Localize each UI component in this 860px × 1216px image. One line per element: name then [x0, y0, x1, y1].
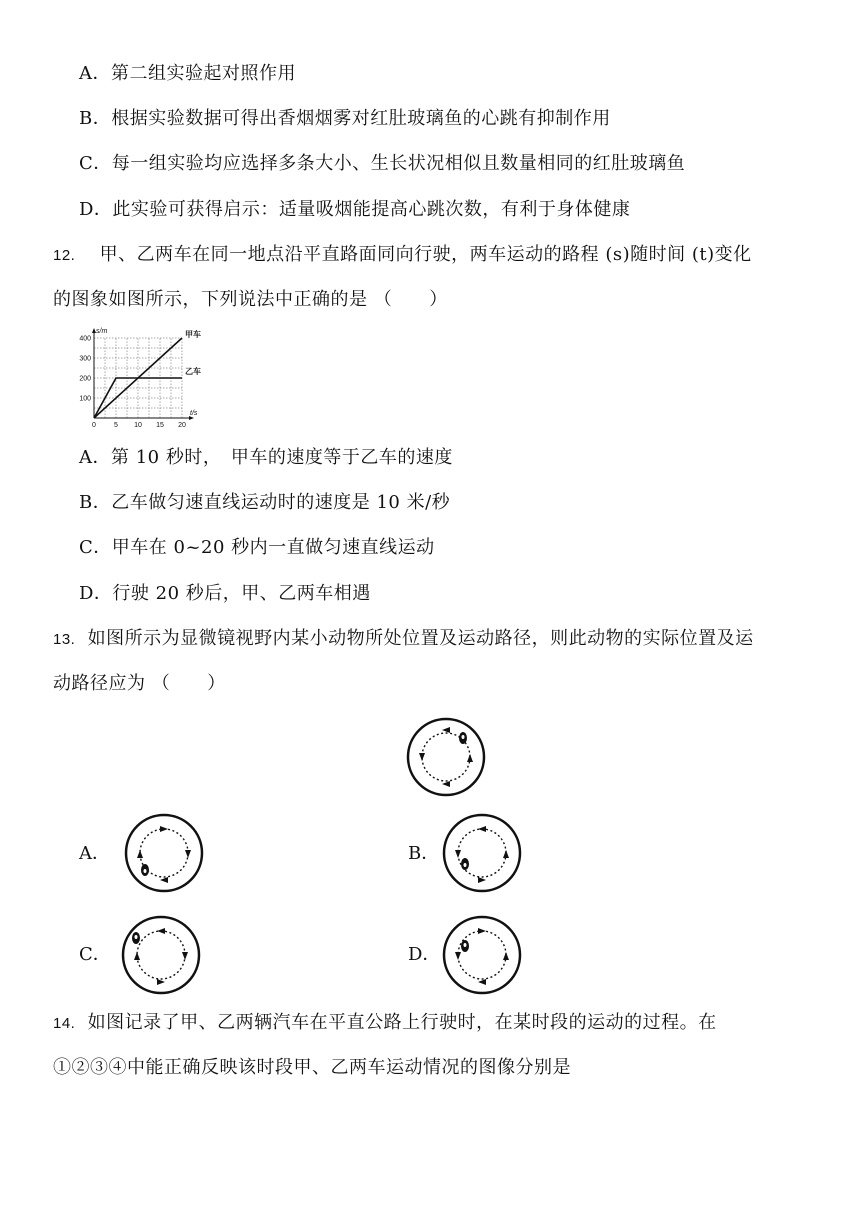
q14-stem-line2: ①②③④中能正确反映该时段甲、乙两车运动情况的图像分别是 [53, 1057, 571, 1078]
q12-number: 12. [53, 247, 76, 264]
q13-stem-text1: 如图所示为显微镜视野内某小动物所处位置及运动路径，则此动物的实际位置及运 [87, 628, 754, 649]
q13-stem-line2: 动路径应为 （ ） [53, 673, 226, 694]
x-tick-label: 5 [114, 422, 118, 429]
microscope-view-reference [405, 716, 487, 798]
y-tick-label: 100 [79, 395, 91, 403]
series-label-yi: 乙车 [185, 367, 201, 376]
q13-number: 13. [53, 631, 76, 648]
q11-option-b: B．根据实验数据可得出香烟烟雾对红肚玻璃鱼的心跳有抑制作用 [79, 108, 611, 129]
q12-option-b: B．乙车做匀速直线运动时的速度是 10 米/秒 [79, 492, 451, 513]
q13-label-b: B． [408, 843, 440, 864]
series-label-jia: 甲车 [185, 330, 201, 339]
q14-stem-text1: 如图记录了甲、乙两辆汽车在平直公路上行驶时，在某时段的运动的过程。在 [87, 1012, 717, 1033]
q11-option-c: C．每一组实验均应选择多条大小、生长状况相似且数量相同的红肚玻璃鱼 [79, 153, 686, 174]
microscope-view-option-c [120, 914, 202, 996]
x-tick-label: 15 [156, 422, 164, 429]
q12-stem-line2: 的图象如图所示，下列说法中正确的是 （ ） [53, 289, 448, 310]
x-tick-label: 0 [92, 422, 96, 429]
q14-stem-line1 [53, 1011, 717, 1036]
st-graph [64, 326, 224, 436]
microscope-view-option-a [123, 812, 205, 894]
q13-label-d: D． [408, 944, 441, 965]
x-tick-label: 10 [134, 422, 142, 429]
x-axis-label: t/s [190, 410, 198, 417]
y-tick-label: 400 [79, 335, 91, 343]
microscope-view-option-b [441, 812, 523, 894]
y-tick-label: 200 [79, 375, 91, 383]
q11-option-d: D．此实验可获得启示：适量吸烟能提高心跳次数，有利于身体健康 [79, 199, 631, 220]
q12-option-d: D．行驶 20 秒后，甲、乙两车相遇 [79, 583, 371, 604]
y-tick-label: 300 [79, 355, 91, 363]
q14-number: 14. [53, 1015, 76, 1032]
q12-option-c: C．甲车在 0~20 秒内一直做匀速直线运动 [79, 537, 435, 558]
q13-label-c: C． [79, 944, 111, 965]
q12-option-a: A．第 10 秒时， 甲车的速度等于乙车的速度 [79, 447, 453, 468]
q13-stem-line1 [53, 627, 754, 652]
microscope-view-option-d [441, 914, 523, 996]
q12-stem-line1 [53, 243, 752, 268]
q13-label-a: A． [79, 843, 110, 864]
q12-stem-text1: 甲、乙两车在同一地点沿平直路面同向行驶，两车运动的路程 (s)随时间 (t)变化 [99, 244, 752, 265]
y-axis-label: s/m [96, 328, 108, 335]
x-tick-label: 20 [178, 422, 186, 429]
q11-option-a: A．第二组实验起对照作用 [79, 63, 296, 84]
